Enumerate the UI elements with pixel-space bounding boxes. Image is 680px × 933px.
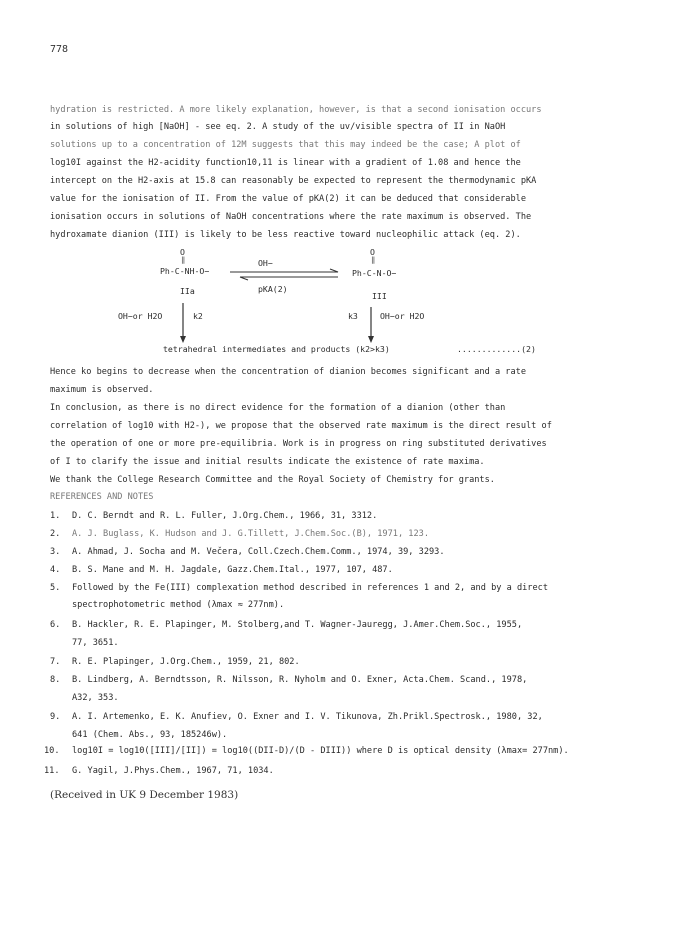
ref-number-5: 5. [50, 583, 61, 593]
ref-text-7: R. E. Plapinger, J.Org.Chem., 1959, 21, 802. [72, 657, 300, 667]
right-double-bond: ‖ [371, 256, 376, 264]
after-line-5: the operation of one or more pre-equilibria. Work is in progress on ring substituted derivatives [50, 439, 547, 449]
ref-number-2: 2. [50, 529, 61, 539]
equilibrium-arrows [228, 268, 344, 282]
received-date: (Received in UK 9 December 1983) [50, 789, 239, 801]
body-line-2: in solutions of high [NaOH] - see eq. 2. A study of the uv/visible spectra of II in NaOH [50, 122, 506, 132]
ref-number-7: 7. [50, 657, 61, 667]
left-double-bond: ‖ [181, 256, 186, 264]
references-heading: REFERENCES AND NOTES [50, 492, 154, 502]
body-line-1: hydration is restricted. A more likely explanation, however, is that a second ionisation occurs [50, 105, 542, 115]
ref-number-8: 8. [50, 675, 61, 685]
right-down-arrow-head [368, 336, 374, 343]
left-rate-constant: k2 [193, 311, 203, 321]
after-line-2: maximum is observed. [50, 385, 154, 395]
after-line-4: correlation of log10 with H2-), we propose that the observed rate maximum is the direct result of [50, 421, 552, 431]
ref-text-6-cont: 77, 3651. [72, 638, 119, 648]
body-line-6: value for the ionisation of II. From the value of pKA(2) it can be deduced that considerable [50, 194, 526, 204]
ref-number-9: 9. [50, 712, 61, 722]
right-reagent: OH−or H2O [380, 311, 425, 321]
ref-text-3: A. Ahmad, J. Socha and M. Večera, Coll.Czech.Chem.Comm., 1974, 39, 3293. [72, 547, 445, 557]
body-line-7: ionisation occurs in solutions of NaOH concentrations where the rate maximum is observed. The [50, 212, 532, 222]
after-line-3: In conclusion, as there is no direct evidence for the formation of a dianion (other than [50, 403, 506, 413]
products-label: tetrahedral intermediates and products (k2>k3) [163, 344, 390, 354]
right-label: III [372, 291, 387, 301]
forward-arrow-head [330, 269, 338, 272]
right-structure: Ph-C-N-O− [352, 268, 397, 278]
arrow-bottom-label: pKA(2) [258, 284, 288, 294]
ref-text-5-cont: spectrophotometric method (λmax ≈ 277nm). [72, 600, 285, 610]
left-down-arrow-head [180, 336, 186, 343]
ref-number-3: 3. [50, 547, 61, 557]
left-down-arrow [178, 302, 188, 344]
page-number: 778 [50, 44, 69, 55]
ref-number-11: 11. [44, 766, 60, 776]
ref-text-9-cont: 641 (Chem. Abs., 93, 185246w). [72, 730, 228, 740]
ref-text-8: B. Lindberg, A. Berndtsson, R. Nilsson, R. Nyholm and O. Exner, Acta.Chem. Scand., 1978, [72, 675, 528, 685]
body-line-8: hydroxamate dianion (III) is likely to be less reactive toward nucleophilic attack (eq. 2). [50, 230, 521, 240]
body-line-4: log10I against the H2-acidity function10,11 is linear with a gradient of 1.08 and hence the [50, 158, 521, 168]
right-rate-constant: k3 [348, 311, 358, 321]
ref-text-10: log10I = log10([III]/[II]) = log10((DII-D)/(D - DIII)) where D is optical density (λmax= 277nm). [72, 746, 569, 756]
acknowledgement-line: We thank the College Research Committee and the Royal Society of Chemistry for grants. [50, 475, 495, 485]
left-structure: Ph-C-NH-O− [160, 266, 210, 276]
ref-text-4: B. S. Mane and M. H. Jagdale, Gazz.Chem.Ital., 1977, 107, 487. [72, 565, 393, 575]
body-line-5: intercept on the H2-axis at 15.8 can reasonably be expected to represent the thermodynamic pKA [50, 176, 537, 186]
left-reagent: OH−or H2O [118, 311, 163, 321]
right-down-arrow [366, 306, 376, 344]
left-label: IIa [180, 286, 195, 296]
after-line-6: of I to clarify the issue and initial results indicate the existence of rate maxima. [50, 457, 485, 467]
right-carbonyl-o: O [370, 247, 375, 257]
ref-text-9: A. I. Artemenko, E. K. Anufiev, O. Exner and I. V. Tikunova, Zh.Prikl.Spectrosk., 1980, 32, [72, 712, 543, 722]
ref-number-10: 10. [44, 746, 60, 756]
ref-text-11: G. Yagil, J.Phys.Chem., 1967, 71, 1034. [72, 766, 274, 776]
ref-number-4: 4. [50, 565, 61, 575]
ref-text-5: Followed by the Fe(III) complexation method described in references 1 and 2, and by a direct [72, 583, 548, 593]
ref-number-1: 1. [50, 511, 61, 521]
ref-text-8-cont: A32, 353. [72, 693, 119, 703]
left-carbonyl-o: O [180, 247, 185, 257]
ref-text-6: B. Hackler, R. E. Plapinger, M. Stolberg,and T. Wagner-Jauregg, J.Amer.Chem.Soc., 1955, [72, 620, 523, 630]
ref-text-2: A. J. Buglass, K. Hudson and J. G.Tillett, J.Chem.Soc.(B), 1971, 123. [72, 529, 429, 539]
ref-text-1: D. C. Berndt and R. L. Fuller, J.Org.Chem., 1966, 31, 3312. [72, 511, 378, 521]
after-line-1: Hence ko begins to decrease when the concentration of dianion becomes significant and a rate [50, 367, 526, 377]
ref-number-6: 6. [50, 620, 61, 630]
equation-number: .............(2) [457, 344, 536, 354]
arrow-top-label: OH− [258, 258, 273, 268]
body-line-3: solutions up to a concentration of 12M suggests that this may indeed be the case; A plot of [50, 140, 521, 150]
